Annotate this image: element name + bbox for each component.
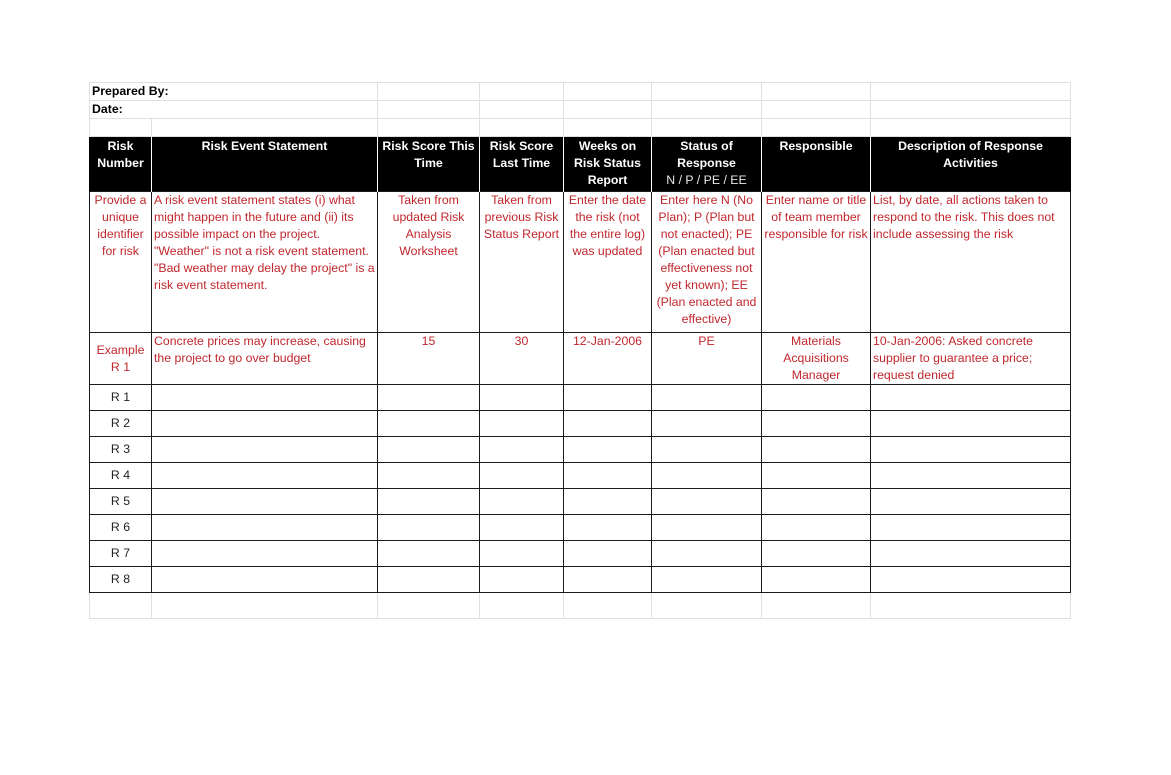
instruction-score-last-time[interactable]: Taken from previous Risk Status Report [480,192,564,333]
example-statement[interactable]: Concrete prices may increase, causing the project to go over budget [152,333,378,385]
cell[interactable] [871,437,1071,463]
cell[interactable] [652,83,762,101]
cell[interactable] [652,593,762,619]
cell[interactable] [871,567,1071,593]
cell[interactable] [152,489,378,515]
cell[interactable] [480,567,564,593]
example-row [90,333,1071,385]
cell[interactable] [871,411,1071,437]
cell[interactable] [762,515,871,541]
cell[interactable] [480,489,564,515]
risk-row [90,385,1071,411]
cell[interactable] [762,385,871,411]
example-status[interactable]: PE [652,333,762,385]
cell[interactable] [378,567,480,593]
cell[interactable] [652,101,762,119]
risk-row [90,567,1071,593]
cell[interactable] [652,411,762,437]
cell[interactable] [378,385,480,411]
cell[interactable] [564,101,652,119]
cell[interactable] [90,119,152,137]
header-risk-event-statement: Risk Event Statement [152,137,378,192]
cell[interactable] [652,385,762,411]
risk-id-cell[interactable]: R 1 [90,385,152,411]
cell[interactable] [152,437,378,463]
cell[interactable] [652,489,762,515]
instruction-description[interactable]: List, by date, all actions taken to respond to the risk. This does not include assessing the risk [871,192,1071,333]
risk-id-cell[interactable]: R 6 [90,515,152,541]
cell[interactable] [564,385,652,411]
header-responsible: Responsible [762,137,871,192]
cell[interactable] [564,463,652,489]
cell[interactable] [378,463,480,489]
risk-id-cell[interactable]: R 8 [90,567,152,593]
cell[interactable] [378,83,480,101]
instruction-risk-event-statement[interactable]: A risk event statement states (i) what might happen in the future and (ii) its possible impact on the project. "Weather" is not a risk event statement. "Bad weather may delay the project" is a risk event statement. [152,192,378,333]
trailing-blank-row [90,593,1071,619]
cell[interactable] [480,385,564,411]
instruction-row [90,192,1071,333]
cell[interactable] [652,567,762,593]
header-row [90,137,1071,192]
cell[interactable] [378,437,480,463]
cell[interactable] [652,119,762,137]
cell[interactable] [652,463,762,489]
risk-row [90,437,1071,463]
example-responsible[interactable]: Materials Acquisitions Manager [762,333,871,385]
cell[interactable] [480,437,564,463]
cell[interactable] [762,463,871,489]
example-risk-number[interactable]: Example R 1 [90,333,152,385]
status-codes-subtitle: N / P / PE / EE [666,173,747,187]
cell[interactable] [480,83,564,101]
cell[interactable] [871,541,1071,567]
cell[interactable] [871,515,1071,541]
cell[interactable] [378,101,480,119]
cell[interactable] [480,101,564,119]
cell[interactable] [564,119,652,137]
risk-row [90,489,1071,515]
cell[interactable] [871,489,1071,515]
cell[interactable] [564,541,652,567]
cell[interactable] [871,101,1071,119]
header-description: Description of Response Activities [871,137,1071,192]
instruction-score-this-time[interactable]: Taken from updated Risk Analysis Worksheet [378,192,480,333]
risk-id-cell[interactable]: R 3 [90,437,152,463]
cell[interactable] [152,385,378,411]
header-status-of-response: Status of Response N / P / PE / EE [652,137,762,192]
header-risk-score-last-time: Risk Score Last Time [480,137,564,192]
cell[interactable] [152,411,378,437]
prepared-by-row [90,83,1071,101]
cell[interactable] [762,101,871,119]
risk-row [90,515,1071,541]
cell[interactable] [152,541,378,567]
cell[interactable] [762,567,871,593]
cell[interactable] [480,541,564,567]
cell[interactable] [652,515,762,541]
date-label: Date: [90,101,378,119]
cell[interactable] [762,83,871,101]
cell[interactable] [871,593,1071,619]
cell[interactable] [378,541,480,567]
risk-id-cell[interactable]: R 2 [90,411,152,437]
header-risk-score-this-time: Risk Score This Time [378,137,480,192]
cell[interactable] [378,515,480,541]
risk-row [90,541,1071,567]
example-score-last-time[interactable]: 30 [480,333,564,385]
cell[interactable] [871,385,1071,411]
cell[interactable] [378,593,480,619]
cell[interactable] [564,437,652,463]
instruction-weeks-on-report[interactable]: Enter the date the risk (not the entire log) was updated [564,192,652,333]
cell[interactable] [152,567,378,593]
cell[interactable] [378,119,480,137]
cell[interactable] [480,463,564,489]
date-row [90,101,1071,119]
cell[interactable] [564,593,652,619]
cell[interactable] [762,411,871,437]
cell[interactable] [762,593,871,619]
cell[interactable] [480,119,564,137]
cell[interactable] [871,119,1071,137]
cell[interactable] [90,593,152,619]
cell[interactable] [762,119,871,137]
example-description[interactable]: 10-Jan-2006: Asked concrete supplier to guarantee a price; request denied [871,333,1071,385]
cell[interactable] [652,541,762,567]
instruction-risk-number[interactable]: Provide a unique identifier for risk [90,192,152,333]
cell[interactable] [564,567,652,593]
cell[interactable] [152,515,378,541]
cell[interactable] [480,515,564,541]
cell[interactable] [480,593,564,619]
risk-row [90,463,1071,489]
example-score-this-time[interactable]: 15 [378,333,480,385]
cell[interactable] [871,83,1071,101]
cell[interactable] [152,593,378,619]
risk-id-cell[interactable]: R 5 [90,489,152,515]
cell[interactable] [152,463,378,489]
cell[interactable] [564,489,652,515]
risk-id-cell[interactable]: R 7 [90,541,152,567]
cell[interactable] [762,489,871,515]
header-risk-number: Risk Number [90,137,152,192]
cell[interactable] [762,541,871,567]
header-weeks-on-report: Weeks on Risk Status Report [564,137,652,192]
cell[interactable] [564,515,652,541]
prepared-by-label: Prepared By: [90,83,378,101]
cell[interactable] [378,489,480,515]
risk-status-log-table [89,82,1071,619]
instruction-status[interactable]: Enter here N (No Plan); P (Plan but not enacted); PE (Plan enacted but effectiveness not yet known); EE (Plan enacted and effective) [652,192,762,333]
cell[interactable] [564,83,652,101]
risk-row [90,411,1071,437]
cell[interactable] [152,119,378,137]
spacer-row [90,119,1071,137]
cell[interactable] [762,437,871,463]
cell[interactable] [480,411,564,437]
example-weeks-on-report[interactable]: 12-Jan-2006 [564,333,652,385]
risk-id-cell[interactable]: R 4 [90,463,152,489]
instruction-responsible[interactable]: Enter name or title of team member responsible for risk [762,192,871,333]
cell[interactable] [378,411,480,437]
cell[interactable] [652,437,762,463]
cell[interactable] [871,463,1071,489]
cell[interactable] [564,411,652,437]
